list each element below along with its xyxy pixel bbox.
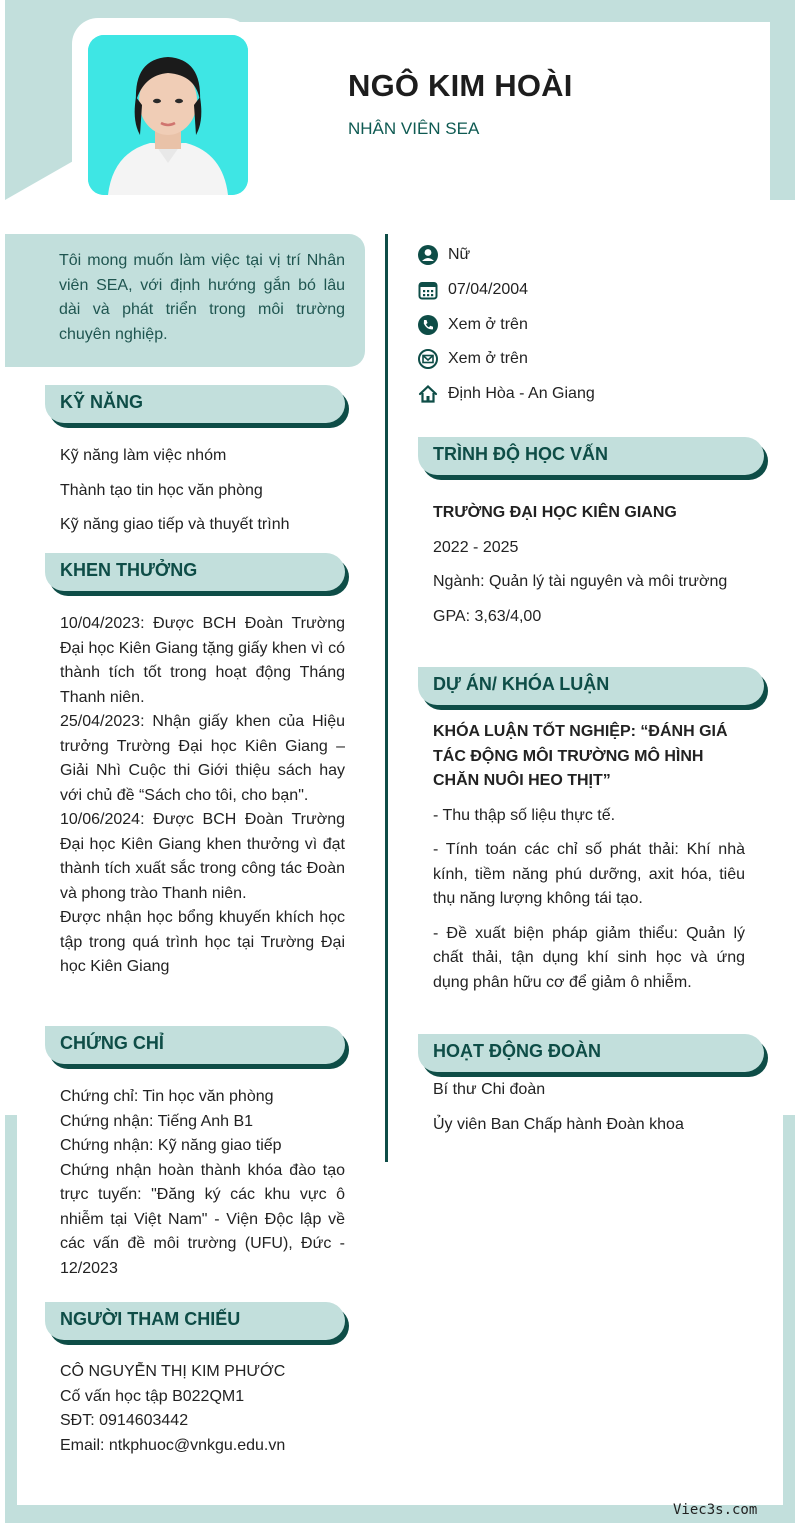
school-name: TRƯỜNG ĐẠI HỌC KIÊN GIANG [433,504,677,521]
gpa: GPA: 3,63/4,00 [433,607,542,625]
birthday-value: 07/04/2004 [448,281,529,298]
projects-heading: DỰ ÁN/ KHÓA LUẬN [418,667,764,705]
list-item: Chứng chỉ: Tin học văn phòng [60,1088,274,1105]
list-item: Email: ntkphuoc@vnkgu.edu.vn [60,1436,286,1454]
list-item: Cố vấn học tập B022QM1 [60,1387,245,1405]
list-item: Kỹ năng giao tiếp và thuyết trình [60,516,290,533]
major: Ngành: Quản lý tài nguyên và môi trường [433,573,728,590]
left-border [5,1115,17,1523]
certificates-heading: CHỨNG CHỈ [45,1026,345,1064]
watermark: Viec3s.com [673,1502,758,1518]
list-item: 25/04/2023: Nhận giấy khen của Hiệu trưởng Trường Đại học Kiên Giang – Giải Nhì Cuộc thi Giới thiệu sách hay với chủ đề “Sách cho tôi, cho bạn". [60,713,345,804]
address-value: Định Hòa - An Giang [448,385,595,402]
email-value: Xem ở trên [448,350,528,367]
skills-list [60,444,345,548]
header-panel [240,22,770,200]
references-heading: NGƯỜI THAM CHIẾU [45,1302,345,1340]
user-icon [418,245,438,265]
contact-address [418,383,595,405]
list-item: - Tính toán các chỉ số phát thải: Khí nhà kính, tiềm năng phú dưỡng, axit hóa, tiêu thụ năng lượng không tái tạo. [433,841,745,907]
list-item: CÔ NGUYỄN THỊ KIM PHƯỚC [60,1363,286,1380]
candidate-name: NGÔ KIM HOÀI [348,68,573,103]
portrait-icon [88,35,248,195]
union-list [433,1078,748,1147]
calendar-icon [418,280,438,300]
list-item: Chứng nhận: Kỹ năng giao tiếp [60,1137,282,1154]
contact-phone [418,314,528,336]
right-border [783,1115,795,1523]
list-item: Chứng nhận: Tiếng Anh B1 [60,1112,254,1130]
skills-heading: KỸ NĂNG [45,385,345,423]
union-heading: HOẠT ĐỘNG ĐOÀN [418,1034,764,1072]
phone-icon [418,315,438,335]
list-item: - Thu thập số liệu thực tế. [433,806,616,824]
mail-icon [418,349,438,369]
career-objective: Tôi mong muốn làm việc tại vị trí Nhân viên SEA, với định hướng gắn bó lâu dài và phát triển trong môi trường chuyên nghiệp. [5,234,365,367]
list-item: Bí thư Chi đoàn [433,1081,546,1098]
list-item: - Đề xuất biện pháp giảm thiểu: Quản lý chất thải, tận dụng khí sinh học và ứng dụng phân hữu cơ để giảm ô nhiễm. [433,924,745,991]
contact-birthday [418,279,528,301]
study-period: 2022 - 2025 [433,538,519,556]
education-details [433,501,748,639]
list-item: Kỹ năng làm việc nhóm [60,447,227,464]
list-item: 10/04/2023: Được BCH Đoàn Trường Đại học Kiên Giang tặng giấy khen vì có thành tích tốt trong hoạt động Tháng Thanh niên. [60,615,345,706]
awards-heading: KHEN THƯỞNG [45,553,345,591]
list-item: 10/06/2024: Được BCH Đoàn Trường Đại học Kiên Giang khen thưởng vì đạt thành tích xuất sắc trong công tác Đoàn và phong trào Thanh niên. [60,811,345,902]
list-item: Được nhận học bổng khuyến khích học tập trong quá trình học tại Trường Đại học Kiên Giang [60,909,345,975]
phone-value: Xem ở trên [448,316,528,333]
thesis-title: KHÓA LUẬN TỐT NGHIỆP: “ĐÁNH GIÁ TÁC ĐỘNG MÔI TRƯỜNG MÔ HÌNH CHĂN NUÔI HEO THỊT” [433,723,728,789]
awards-list [60,612,345,980]
gender-value: Nữ [448,246,471,263]
list-item: Ủy viên Ban Chấp hành Đoàn khoa [433,1115,684,1133]
job-title: NHÂN VIÊN SEA [348,119,480,138]
corner-decoration [5,160,75,200]
column-divider [385,234,388,1162]
contact-email [418,348,528,370]
projects-details [433,720,745,1005]
list-item: Thành tạo tin học văn phòng [60,481,263,499]
home-icon [418,384,438,404]
list-item: SĐT: 0914603442 [60,1412,189,1429]
contact-gender [418,244,470,266]
profile-photo [88,35,248,195]
references-list [60,1360,345,1458]
certificates-list [60,1085,345,1281]
education-heading: TRÌNH ĐỘ HỌC VẤN [418,437,764,475]
list-item: Chứng nhận hoàn thành khóa đào tạo trực tuyến: "Đăng ký các khu vực ô nhiễm tại Việt Nam" - Viện Độc lập về các vấn đề môi trường (UFU), Đức - 12/2023 [60,1161,345,1277]
